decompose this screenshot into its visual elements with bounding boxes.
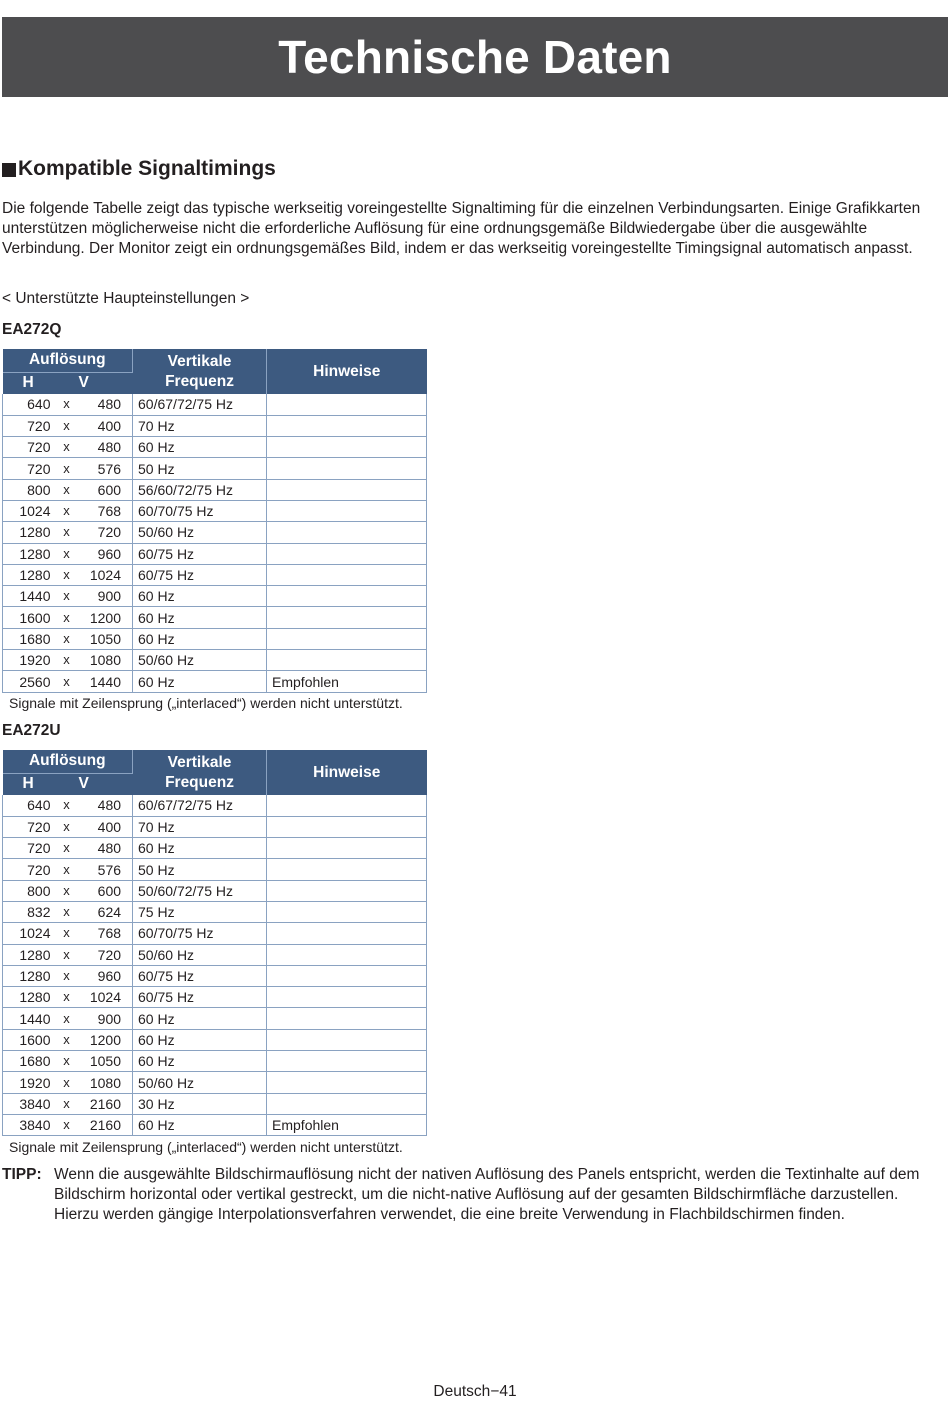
- table-row: [3, 880, 427, 901]
- table-row: [3, 628, 427, 649]
- cell-h: 1024: [3, 500, 55, 521]
- cell-note: [267, 500, 427, 521]
- header-frequency: Vertikale Frequenz: [133, 750, 267, 795]
- table-row: [3, 987, 427, 1008]
- cell-frequency: 50/60 Hz: [133, 1072, 267, 1093]
- table-row: [3, 838, 427, 859]
- table-row: [3, 944, 427, 965]
- cell-note: [267, 415, 427, 436]
- header-frequency: Vertikale Frequenz: [133, 349, 267, 394]
- cell-x: x: [55, 650, 79, 671]
- cell-note: [267, 586, 427, 607]
- page-title: Technische Daten: [2, 17, 948, 97]
- cell-h: 720: [3, 859, 55, 880]
- intro-paragraph: Die folgende Tabelle zeigt das typische werkseitig voreingestellte Signaltiming für die einzelnen Verbindungsarten. Einige Grafikkarten unterstützen möglicherweise nicht die erforderliche Auflösung für eine ordnungsgemäße Bildwiedergabe über die ausgewählte Verbindung. Der Monitor zeigt ein ordnungsgemäßes Bild, indem er das werkseitig voreingestellte Timingsignal automatisch anpasst.: [2, 200, 921, 258]
- cell-note: [267, 437, 427, 458]
- cell-x: x: [55, 1029, 79, 1050]
- cell-h: 1024: [3, 923, 55, 944]
- cell-note: [267, 522, 427, 543]
- table-row: [3, 1072, 427, 1093]
- cell-note: [267, 880, 427, 901]
- table-row: [3, 500, 427, 521]
- model-label-ea272u: EA272U: [2, 722, 61, 739]
- section-heading: [2, 157, 276, 181]
- cell-h: 1280: [3, 522, 55, 543]
- cell-frequency: 50/60 Hz: [133, 944, 267, 965]
- header-h: H: [3, 773, 79, 795]
- cell-x: x: [55, 1072, 79, 1093]
- cell-v: 1050: [79, 628, 133, 649]
- table-row: [3, 1093, 427, 1114]
- cell-frequency: 60 Hz: [133, 1114, 267, 1135]
- cell-frequency: 60/75 Hz: [133, 965, 267, 986]
- table-row: [3, 795, 427, 816]
- cell-v: 1050: [79, 1051, 133, 1072]
- cell-h: 832: [3, 901, 55, 922]
- signal-timing-table-ea272u: [2, 750, 427, 1136]
- cell-h: 1600: [3, 607, 55, 628]
- cell-frequency: 60 Hz: [133, 671, 267, 692]
- cell-h: 1440: [3, 586, 55, 607]
- cell-v: 1024: [79, 987, 133, 1008]
- cell-note: [267, 1008, 427, 1029]
- cell-frequency: 75 Hz: [133, 901, 267, 922]
- cell-h: 1280: [3, 944, 55, 965]
- header-notes: Hinweise: [267, 349, 427, 394]
- cell-note: [267, 1093, 427, 1114]
- cell-frequency: 60 Hz: [133, 437, 267, 458]
- cell-x: x: [55, 437, 79, 458]
- cell-x: x: [55, 458, 79, 479]
- cell-frequency: 50 Hz: [133, 859, 267, 880]
- cell-h: 720: [3, 415, 55, 436]
- cell-x: x: [55, 944, 79, 965]
- cell-x: x: [55, 1093, 79, 1114]
- table-row: [3, 415, 427, 436]
- cell-h: 1280: [3, 987, 55, 1008]
- cell-x: x: [55, 607, 79, 628]
- cell-h: 3840: [3, 1093, 55, 1114]
- cell-note: [267, 901, 427, 922]
- cell-x: x: [55, 1008, 79, 1029]
- cell-h: 1280: [3, 564, 55, 585]
- table-row: [3, 479, 427, 500]
- cell-frequency: 30 Hz: [133, 1093, 267, 1114]
- cell-v: 720: [79, 944, 133, 965]
- cell-h: 3840: [3, 1114, 55, 1135]
- cell-frequency: 60/70/75 Hz: [133, 500, 267, 521]
- table-row: [3, 1114, 427, 1135]
- cell-frequency: 60 Hz: [133, 586, 267, 607]
- cell-h: 640: [3, 795, 55, 816]
- cell-frequency: 50 Hz: [133, 458, 267, 479]
- cell-x: x: [55, 628, 79, 649]
- cell-v: 600: [79, 479, 133, 500]
- cell-v: 400: [79, 415, 133, 436]
- cell-x: x: [55, 987, 79, 1008]
- cell-x: x: [55, 880, 79, 901]
- cell-note: [267, 607, 427, 628]
- cell-frequency: 60 Hz: [133, 1008, 267, 1029]
- cell-h: 1920: [3, 650, 55, 671]
- cell-frequency: 60 Hz: [133, 607, 267, 628]
- table-row: [3, 859, 427, 880]
- table-row: [3, 671, 427, 692]
- cell-note: [267, 1072, 427, 1093]
- table-row: [3, 607, 427, 628]
- table-row: [3, 965, 427, 986]
- cell-x: x: [55, 859, 79, 880]
- cell-v: 576: [79, 859, 133, 880]
- cell-h: 720: [3, 437, 55, 458]
- cell-v: 576: [79, 458, 133, 479]
- tip-text: Wenn die ausgewählte Bildschirmauflösung nicht der nativen Auflösung des Panels entspricht, werden die Textinhalte auf dem Bildschirm horizontal oder vertikal gestreckt, um die nicht-native Auflösung auf der gesamten Bildschirmfläche darzustellen. Hierzu werden gängige Interpolationsverfahren verwendet, die eine breite Verwendung in Flachbildschirmen finden.: [54, 1166, 920, 1224]
- cell-v: 1080: [79, 650, 133, 671]
- table-row: [3, 1008, 427, 1029]
- header-notes: Hinweise: [267, 750, 427, 795]
- cell-frequency: 60 Hz: [133, 1029, 267, 1050]
- square-bullet-icon: [2, 163, 16, 177]
- table-row: [3, 458, 427, 479]
- table-row: [3, 1029, 427, 1050]
- cell-frequency: 60/67/72/75 Hz: [133, 394, 267, 415]
- cell-x: x: [55, 923, 79, 944]
- cell-note: Empfohlen: [267, 1114, 427, 1135]
- tip-box: [2, 1165, 946, 1226]
- cell-note: [267, 965, 427, 986]
- cell-frequency: 56/60/72/75 Hz: [133, 479, 267, 500]
- cell-note: [267, 944, 427, 965]
- cell-v: 480: [79, 838, 133, 859]
- cell-frequency: 70 Hz: [133, 816, 267, 837]
- cell-frequency: 50/60 Hz: [133, 650, 267, 671]
- cell-note: [267, 859, 427, 880]
- cell-x: x: [55, 838, 79, 859]
- cell-x: x: [55, 522, 79, 543]
- cell-frequency: 60/75 Hz: [133, 987, 267, 1008]
- cell-frequency: 60/75 Hz: [133, 564, 267, 585]
- header-h: H: [3, 372, 79, 394]
- cell-v: 2160: [79, 1093, 133, 1114]
- header-resolution: Auflösung: [3, 750, 133, 773]
- cell-h: 1680: [3, 628, 55, 649]
- cell-frequency: 70 Hz: [133, 415, 267, 436]
- cell-h: 640: [3, 394, 55, 415]
- cell-h: 2560: [3, 671, 55, 692]
- cell-h: 1920: [3, 1072, 55, 1093]
- signal-timing-table-ea272q: [2, 349, 427, 693]
- interlace-note-ea272u: Signale mit Zeilensprung („interlaced“) werden nicht unterstützt.: [9, 1139, 403, 1155]
- cell-note: [267, 816, 427, 837]
- cell-x: x: [55, 564, 79, 585]
- cell-note: [267, 564, 427, 585]
- cell-v: 624: [79, 901, 133, 922]
- cell-x: x: [55, 1051, 79, 1072]
- table-row: [3, 901, 427, 922]
- cell-x: x: [55, 394, 79, 415]
- cell-note: Empfohlen: [267, 671, 427, 692]
- cell-note: [267, 923, 427, 944]
- table-row: [3, 650, 427, 671]
- cell-h: 1280: [3, 965, 55, 986]
- table-row: [3, 564, 427, 585]
- cell-v: 900: [79, 1008, 133, 1029]
- table-row: [3, 586, 427, 607]
- cell-v: 480: [79, 437, 133, 458]
- cell-h: 720: [3, 816, 55, 837]
- model-label-ea272q: EA272Q: [2, 321, 62, 338]
- cell-frequency: 60 Hz: [133, 1051, 267, 1072]
- interlace-note-ea272q: Signale mit Zeilensprung („interlaced“) werden nicht unterstützt.: [9, 695, 403, 711]
- cell-x: x: [55, 671, 79, 692]
- table-row: [3, 816, 427, 837]
- cell-x: x: [55, 795, 79, 816]
- cell-v: 480: [79, 394, 133, 415]
- cell-note: [267, 987, 427, 1008]
- header-v: V: [79, 372, 133, 394]
- cell-note: [267, 1029, 427, 1050]
- cell-x: x: [55, 816, 79, 837]
- cell-x: x: [55, 1114, 79, 1135]
- page-footer: Deutsch−41: [433, 1383, 517, 1400]
- cell-note: [267, 838, 427, 859]
- cell-note: [267, 1051, 427, 1072]
- cell-frequency: 60/75 Hz: [133, 543, 267, 564]
- cell-h: 1440: [3, 1008, 55, 1029]
- table-row: [3, 1051, 427, 1072]
- cell-v: 400: [79, 816, 133, 837]
- cell-x: x: [55, 543, 79, 564]
- cell-note: [267, 628, 427, 649]
- cell-v: 768: [79, 500, 133, 521]
- cell-h: 1600: [3, 1029, 55, 1050]
- cell-note: [267, 795, 427, 816]
- cell-x: x: [55, 901, 79, 922]
- cell-h: 720: [3, 458, 55, 479]
- header-resolution: Auflösung: [3, 349, 133, 372]
- cell-h: 1280: [3, 543, 55, 564]
- cell-v: 480: [79, 795, 133, 816]
- cell-frequency: 60/67/72/75 Hz: [133, 795, 267, 816]
- cell-h: 1680: [3, 1051, 55, 1072]
- table-row: [3, 522, 427, 543]
- section-heading-text: Kompatible Signaltimings: [18, 157, 276, 180]
- supported-settings-label: < Unterstützte Haupteinstellungen >: [2, 290, 250, 307]
- cell-note: [267, 543, 427, 564]
- cell-h: 800: [3, 479, 55, 500]
- cell-frequency: 60 Hz: [133, 838, 267, 859]
- cell-note: [267, 650, 427, 671]
- cell-frequency: 60/70/75 Hz: [133, 923, 267, 944]
- cell-v: 1200: [79, 1029, 133, 1050]
- cell-h: 720: [3, 838, 55, 859]
- cell-v: 600: [79, 880, 133, 901]
- cell-v: 1440: [79, 671, 133, 692]
- cell-v: 960: [79, 965, 133, 986]
- cell-frequency: 50/60 Hz: [133, 522, 267, 543]
- cell-v: 768: [79, 923, 133, 944]
- table-row: [3, 923, 427, 944]
- cell-note: [267, 479, 427, 500]
- cell-note: [267, 394, 427, 415]
- cell-x: x: [55, 586, 79, 607]
- cell-note: [267, 458, 427, 479]
- header-v: V: [79, 773, 133, 795]
- cell-frequency: 60 Hz: [133, 628, 267, 649]
- cell-v: 1024: [79, 564, 133, 585]
- tip-label: TIPP:: [2, 1166, 42, 1183]
- cell-v: 2160: [79, 1114, 133, 1135]
- cell-v: 1200: [79, 607, 133, 628]
- cell-v: 720: [79, 522, 133, 543]
- cell-frequency: 50/60/72/75 Hz: [133, 880, 267, 901]
- cell-x: x: [55, 415, 79, 436]
- cell-h: 800: [3, 880, 55, 901]
- cell-v: 1080: [79, 1072, 133, 1093]
- table-row: [3, 437, 427, 458]
- table-row: [3, 394, 427, 415]
- cell-v: 900: [79, 586, 133, 607]
- table-row: [3, 543, 427, 564]
- cell-x: x: [55, 965, 79, 986]
- cell-v: 960: [79, 543, 133, 564]
- cell-x: x: [55, 500, 79, 521]
- cell-x: x: [55, 479, 79, 500]
